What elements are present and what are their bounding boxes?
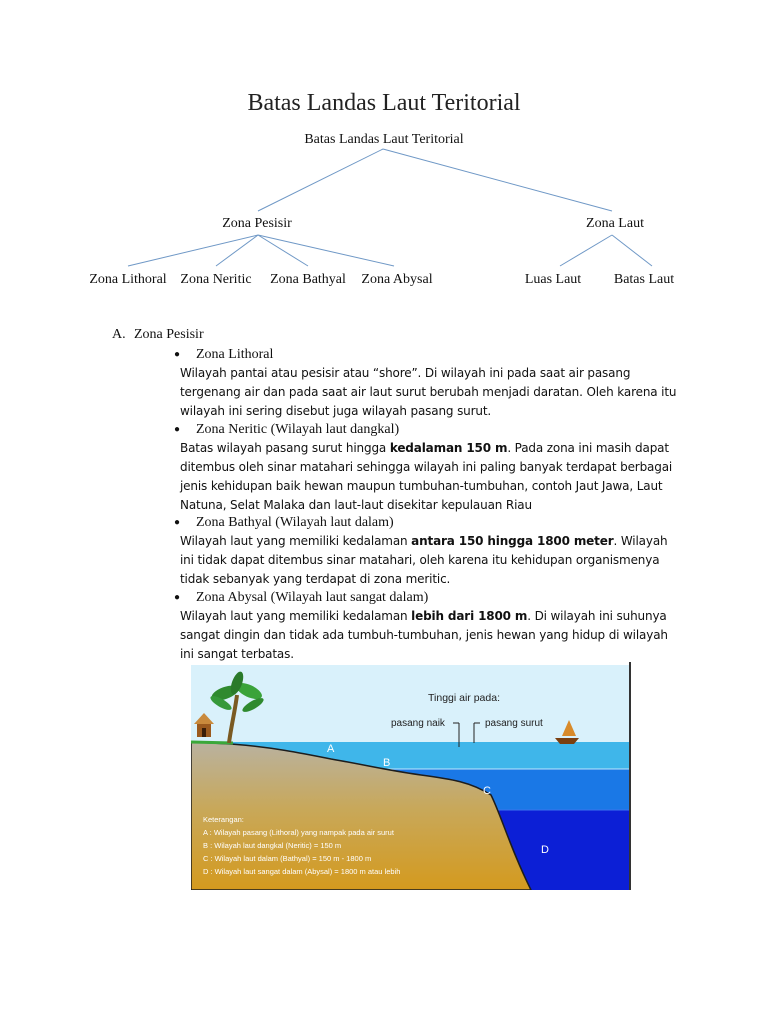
tree-root-node: Batas Landas Laut Teritorial [304, 132, 464, 147]
tree-leaf-abysal: Zona Abysal [361, 272, 433, 287]
legend-item-a: A : Wilayah pasang (Lithoral) yang nampak pada air surut [203, 828, 394, 837]
paragraph-bold: kedalaman 150 m [389, 441, 508, 455]
tree-node-zona-pesisir: Zona Pesisir [222, 216, 292, 231]
tree-node-zona-laut: Zona Laut [586, 216, 644, 231]
figure-edge-line [629, 662, 631, 890]
bullet-dot-icon: ● [174, 517, 181, 528]
zone-c-label: C [483, 785, 491, 797]
bullet-label: Zona Abysal (Wilayah laut sangat dalam) [196, 590, 429, 605]
bullet-lithoral [174, 347, 273, 363]
legend-item-c: C : Wilayah laut dalam (Bathyal) = 150 m - 1800 m [203, 854, 372, 863]
zone-b-label: B [383, 757, 391, 769]
paragraph-bold: antara 150 hingga 1800 meter [411, 534, 614, 548]
legend-item-b: B : Wilayah laut dangkal (Neritic) = 150 m [203, 841, 342, 850]
legend-item-d: D : Wilayah laut sangat dalam (Abysal) = 1800 m atau lebih [203, 867, 401, 876]
bullet-neritic [174, 422, 399, 438]
bullet-dot-icon: ● [174, 349, 181, 360]
paragraph-text: Wilayah laut yang memiliki kedalaman [180, 609, 412, 623]
low-tide-label: pasang surut [485, 718, 543, 729]
document-title: Batas Landas Laut Teritorial [247, 90, 521, 116]
bullet-label: Zona Bathyal (Wilayah laut dalam) [196, 515, 394, 530]
tree-leaf-bathyal: Zona Bathyal [270, 272, 346, 287]
connector-batas [612, 235, 652, 266]
legend-title: Keterangan: [203, 815, 244, 824]
section-letter: A. [112, 327, 126, 342]
bullet-dot-icon: ● [174, 592, 181, 603]
connector-root-left [258, 149, 383, 211]
paragraph-lithoral: Wilayah pantai atau pesisir atau “shore”. Di wilayah ini pada saat air pasang tergenang air dan pada saat air laut surut berubah menjadi daratan. Oleh karena itu wilayah ini sering disebut juga wilayah pasang surut. [180, 366, 677, 418]
paragraph-text: . Wilayah ini tidak dapat ditembus sinar matahari, oleh karena itu kehidupan organismenya tidak sebanyak yang terdapat di zona meritic. [180, 534, 668, 586]
tree-connectors [0, 0, 768, 300]
connector-bathyal [258, 235, 308, 266]
section-heading [112, 327, 204, 343]
bullet-label: Zona Neritic (Wilayah laut dangkal) [196, 422, 400, 437]
connector-luas [560, 235, 612, 266]
tree-leaf-lithoral: Zona Lithoral [89, 272, 167, 287]
paragraph-text: . Di wilayah ini suhunya sangat dingin dan tidak ada tumbuh-tumbuhan, jenis hewan yang hidup di wilayah ini sangat terbatas. [180, 609, 668, 661]
tree-leaf-luas-laut: Luas Laut [524, 272, 582, 287]
connector-neritic [216, 235, 258, 266]
high-tide-label: pasang naik [391, 718, 445, 729]
connector-root-right [383, 149, 612, 211]
paragraph-bold: lebih dari 1800 m [411, 609, 528, 623]
bullet-bathyal [174, 515, 394, 531]
tree-leaf-batas-laut: Batas Laut [613, 272, 675, 287]
connector-abysal [258, 235, 394, 266]
tree-leaf-neritic: Zona Neritic [180, 272, 252, 287]
tide-title: Tinggi air pada: [428, 692, 500, 704]
paragraph-neritic [180, 439, 680, 515]
zone-a-label: A [327, 743, 335, 755]
bullet-label: Zona Lithoral [196, 347, 274, 362]
paragraph-text: Wilayah laut yang memiliki kedalaman [180, 534, 412, 548]
bullet-dot-icon: ● [174, 424, 181, 435]
paragraph-bathyal [180, 532, 680, 589]
paragraph-text: Batas wilayah pasang surut hingga [180, 441, 390, 455]
paragraph-abysal [180, 607, 680, 664]
bullet-abysal [174, 590, 428, 606]
paragraph-text: . Pada zona ini masih dapat ditembus oleh sinar matahari sehingga wilayah ini paling banyak terdapat berbagai jenis kehidupan baik hewan maupun tumbuhan-tumbuhan, contoh Jaut Jawa, Laut Natuna, Selat Malaka dan laut-laut disekitar kepulauan Riau [180, 441, 673, 512]
section-title: Zona Pesisir [134, 327, 204, 342]
connector-lithoral [128, 235, 258, 266]
zone-d-label: D [541, 844, 549, 856]
sea-zones-diagram [191, 665, 631, 890]
